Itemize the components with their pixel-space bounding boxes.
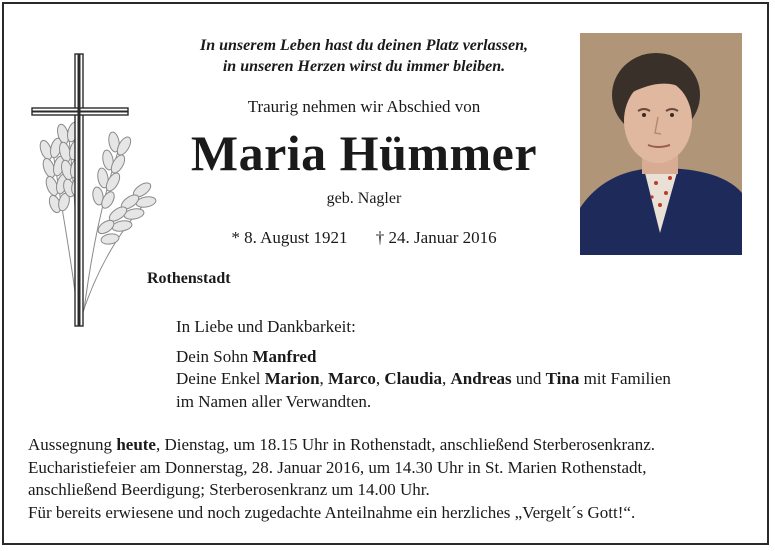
motto-line-1: In unserem Leben hast du deinen Platz verlassen,	[199, 37, 529, 54]
birth-date: * 8. August 1921	[231, 228, 348, 247]
motto-line-2: in unseren Herzen wirst du immer bleiben.	[222, 58, 506, 75]
death-date: † 24. Januar 2016	[375, 228, 497, 247]
grandchild-name: Marco	[328, 369, 376, 388]
hometown: Rothenstadt	[147, 270, 231, 287]
cross-with-wheat-icon	[30, 50, 160, 330]
portrait-illustration	[580, 33, 742, 255]
obituary-card	[2, 2, 769, 545]
grandchild-name: Andreas	[450, 369, 512, 388]
deceased-name: Maria Hümmer	[190, 125, 538, 181]
son-name: Manfred	[252, 346, 317, 366]
family-opening: In Liebe und Dankbarkeit:	[176, 317, 356, 336]
life-dates	[154, 228, 574, 248]
grandchild-name: Tina	[545, 369, 580, 388]
service-notice	[28, 434, 768, 524]
motto	[154, 35, 574, 77]
birth-name: geb. Nagler	[326, 190, 402, 207]
notice-line-4: Für bereits erwiesene und noch zugedachte Anteilnahme ein herzliches „Vergelt´s Gott!“.	[28, 502, 636, 522]
grandchild-name: Marion	[264, 369, 320, 388]
notice-line-2: Eucharistiefeier am Donnerstag, 28. Januar 2016, um 14.30 Uhr in St. Marien Rothenstadt,	[28, 457, 647, 477]
notice-line-3: anschließend Beerdigung; Sterberosenkranz um 14.00 Uhr.	[28, 480, 430, 499]
grandchild-name: Claudia	[384, 369, 443, 388]
family-section	[176, 316, 756, 413]
grandchildren-line: Deine Enkel Marion, Marco, Claudia, Andreas und Tina mit Familien	[176, 369, 671, 388]
intro-text: Traurig nehmen wir Abschied von	[247, 97, 481, 116]
family-closing: im Namen aller Verwandten.	[176, 391, 372, 411]
notice-line-1: Aussegnung heute, Dienstag, um 18.15 Uhr in Rothenstadt, anschließend Sterberosenkranz.	[28, 435, 656, 454]
portrait-photo	[580, 33, 742, 255]
son-line: Dein Sohn Manfred	[176, 346, 317, 366]
